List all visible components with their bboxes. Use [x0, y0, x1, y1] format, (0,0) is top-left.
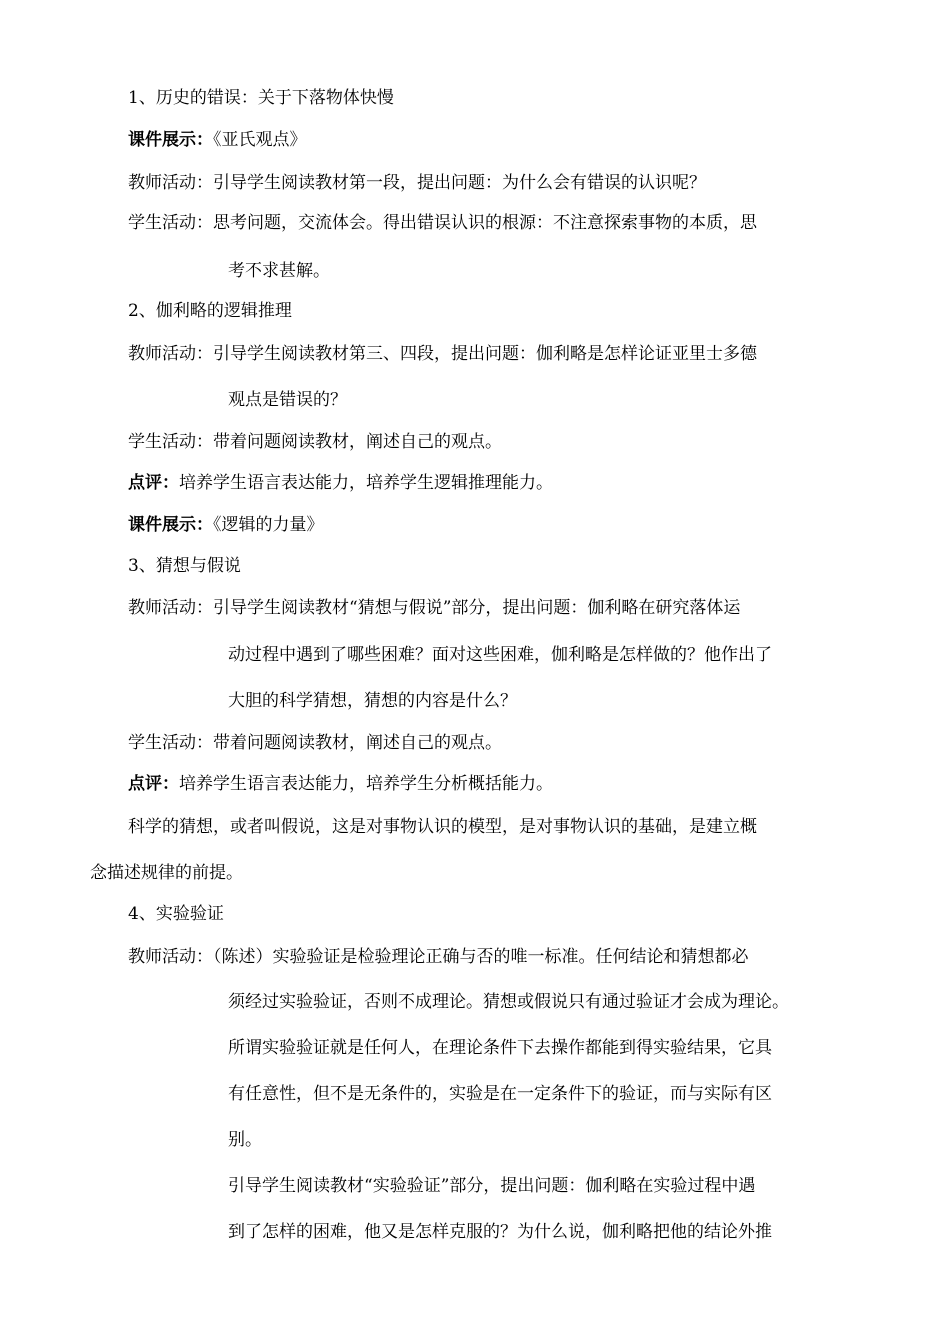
teacher-activity-3-cont-2: 大胆的科学猜想，猜想的内容是什么？: [228, 691, 517, 711]
student-activity-1-cont: 考不求甚解。: [228, 261, 330, 281]
section-heading-2: 2、伽利略的逻辑推理: [128, 301, 292, 321]
courseware-title: 《逻辑的力量》: [213, 515, 324, 535]
section-heading-1: 1、历史的错误：关于下落物体快慢: [128, 88, 394, 108]
student-activity-1: 学生活动：思考问题，交流体会。得出错误认识的根源：不注意探索事物的本质，思: [128, 213, 757, 233]
comment-label: 点评：: [128, 774, 179, 794]
comment-line-1: [128, 471, 553, 495]
courseware-line-2: [128, 513, 324, 537]
student-activity-3: 学生活动：带着问题阅读教材，阐述自己的观点。: [128, 733, 502, 753]
teacher-activity-4-cont-3: 有任意性，但不是无条件的，实验是在一定条件下的验证，而与实际有区: [228, 1084, 772, 1104]
teacher-activity-2: 教师活动：引导学生阅读教材第三、四段，提出问题：伽利略是怎样论证亚里士多德: [128, 344, 757, 364]
teacher-activity-4-cont-2: 所谓实验验证就是任何人，在理论条件下去操作都能到得实验结果，它具: [228, 1038, 772, 1058]
teacher-activity-1: 教师活动：引导学生阅读教材第一段，提出问题：为什么会有错误的认识呢？: [128, 173, 706, 193]
paragraph-hypothesis-cont: 念描述规律的前提。: [90, 863, 243, 883]
teacher-activity-3-cont-1: 动过程中遇到了哪些困难？面对这些困难，伽利略是怎样做的？他作出了: [228, 645, 772, 665]
section-heading-3: 3、猜想与假说: [128, 556, 241, 576]
teacher-activity-4: 教师活动：（陈述）实验验证是检验理论正确与否的唯一标准。任何结论和猜想都必: [128, 947, 749, 967]
comment-text: 培养学生语言表达能力，培养学生逻辑推理能力。: [179, 473, 553, 493]
teacher-activity-4-cont-5: 引导学生阅读教材“实验验证”部分，提出问题：伽利略在实验过程中遇: [228, 1176, 756, 1196]
courseware-label: 课件展示：: [128, 515, 213, 535]
teacher-activity-4-cont-4: 别。: [228, 1130, 262, 1150]
paragraph-hypothesis: 科学的猜想，或者叫假说，这是对事物认识的模型，是对事物认识的基础，是建立概: [128, 817, 757, 837]
comment-line-2: [128, 772, 553, 796]
comment-text: 培养学生语言表达能力，培养学生分析概括能力。: [179, 774, 553, 794]
comment-label: 点评：: [128, 473, 179, 493]
section-heading-4: 4、实验验证: [128, 904, 224, 924]
teacher-activity-4-cont-1: 须经过实验验证，否则不成理论。猜想或假说只有通过验证才会成为理论。: [228, 992, 789, 1012]
teacher-activity-2-cont: 观点是错误的？: [228, 390, 347, 410]
courseware-title: 《亚氏观点》: [213, 130, 307, 150]
student-activity-2: 学生活动：带着问题阅读教材，阐述自己的观点。: [128, 432, 502, 452]
teacher-activity-3: 教师活动：引导学生阅读教材“猜想与假说”部分，提出问题：伽利略在研究落体运: [128, 598, 741, 618]
teacher-activity-4-cont-6: 到了怎样的困难，他又是怎样克服的？为什么说，伽利略把他的结论外推: [228, 1222, 772, 1242]
courseware-line-1: [128, 128, 307, 152]
courseware-label: 课件展示：: [128, 130, 213, 150]
